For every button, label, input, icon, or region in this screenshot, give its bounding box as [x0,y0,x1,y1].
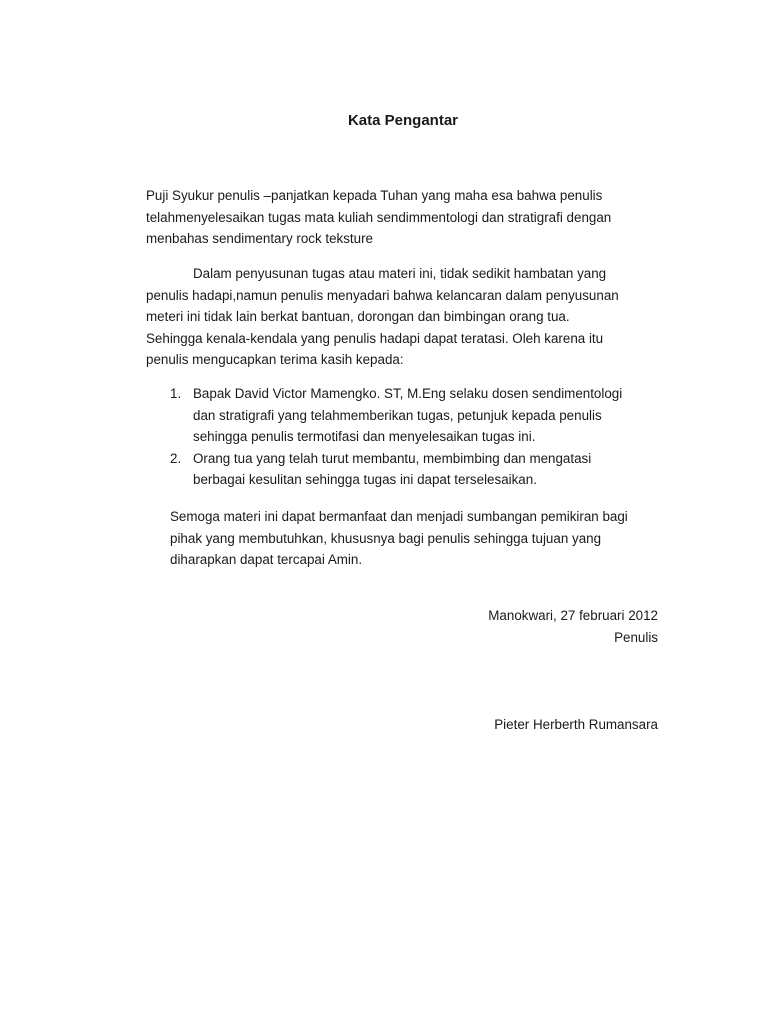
signature-role: Penulis [614,630,658,645]
signature-name: Pieter Herberth Rumansara [494,717,658,732]
closing-paragraph [170,506,680,571]
paragraph-line: telahmenyelesaikan tugas mata kuliah sendimmentologi dan stratigrafi dengan [146,209,612,225]
list-item-line: berbagai kesulitan sehingga tugas ini dapat terselesaikan. [193,472,537,487]
paragraph-line: diharapkan dapat tercapai Amin. [170,552,363,567]
paragraph-line: penulis mengucapkan terima kasih kepada: [146,352,404,367]
paragraph-line: penulis hadapi,namun penulis menyadari bahwa kelancaran dalam penyusunan [146,287,619,303]
list-item [146,448,676,491]
acknowledgement-paragraph [146,263,676,371]
list-number: 2. [170,450,182,466]
paragraph-line: Sehingga kenala-kendala yang penulis hadapi dapat teratasi. Oleh karena itu [146,330,604,346]
paragraph-line: Semoga materi ini dapat bermanfaat dan menjadi sumbangan pemikiran bagi [170,509,628,524]
paragraph-line: menbahas sendimentary rock teksture [146,231,374,246]
list-item-line: sehingga penulis termotifasi dan menyelesaikan tugas ini. [193,429,536,444]
thanks-list [146,383,676,491]
signature-place-date: Manokwari, 27 februari 2012 [488,608,658,623]
list-item-line: Bapak David Victor Mamengko. ST, M.Eng selaku dosen sendimentologi [193,386,623,401]
paragraph-line: Puji Syukur penulis –panjatkan kepada Tuhan yang maha esa bahwa penulis [146,188,603,203]
list-number: 1. [170,386,182,401]
opening-paragraph [146,185,676,250]
paragraph-line: meteri ini tidak lain berkat bantuan, dorongan dan bimbingan orang tua. [146,309,570,324]
list-item-line: Orang tua yang telah turut membantu, membimbing dan mengatasi [193,450,592,466]
paragraph-line: pihak yang membutuhkan, khususnya bagi penulis sehingga tujuan yang [170,530,602,546]
list-item-line: dan stratigrafi yang telahmemberikan tugas, petunjuk kepada penulis [193,407,602,423]
paragraph-line: Dalam penyusunan tugas atau materi ini, tidak sedikit hambatan yang [193,266,607,281]
page-title: Kata Pengantar [347,112,459,129]
list-item [146,383,676,448]
